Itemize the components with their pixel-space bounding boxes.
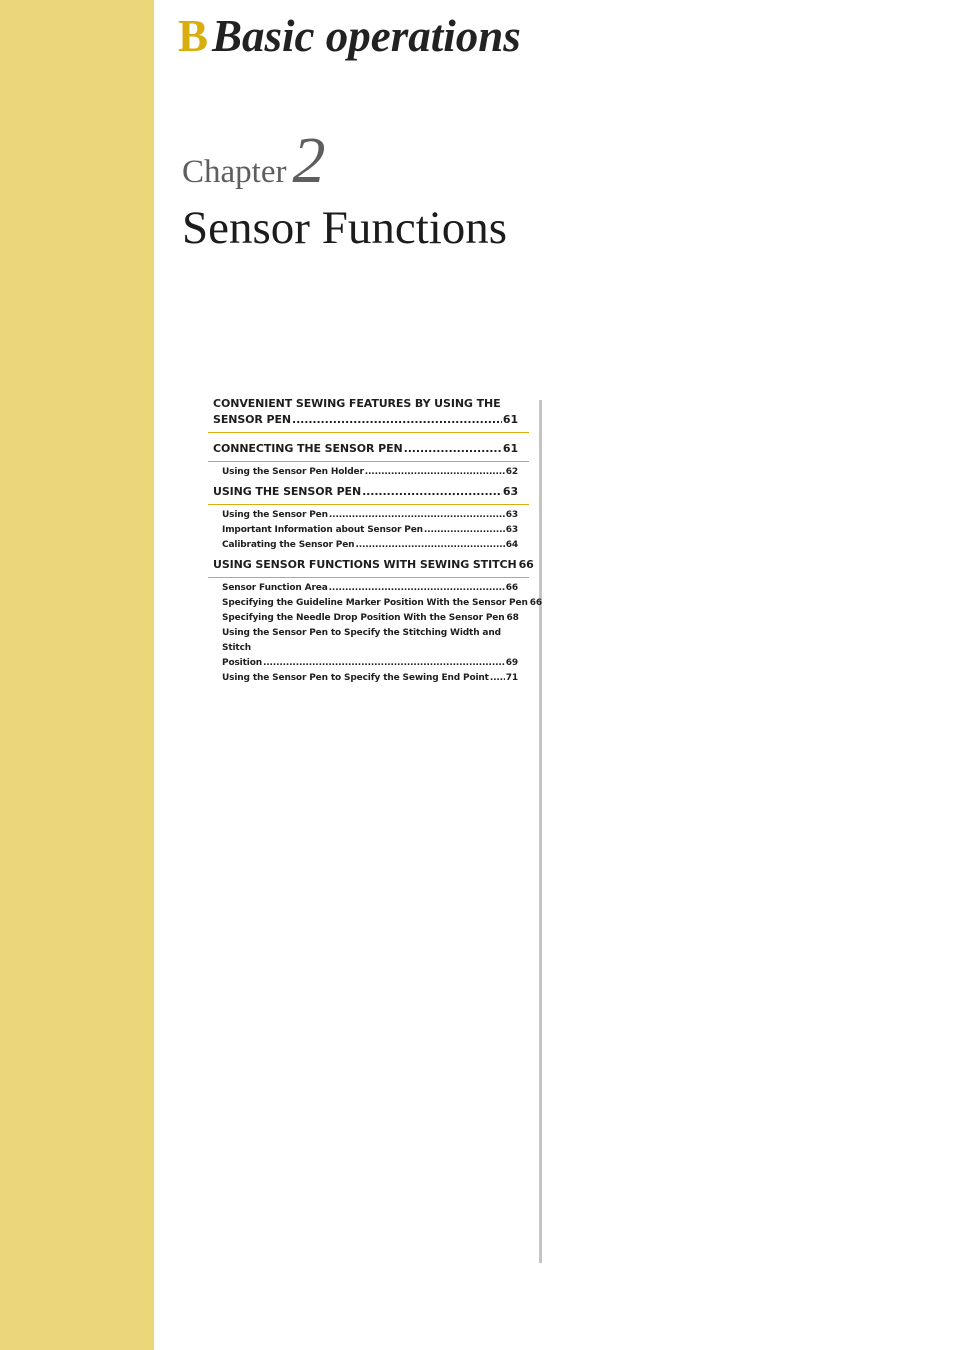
toc-subentry[interactable]: [222, 523, 518, 538]
toc-page-number: 63: [505, 510, 518, 520]
toc-subentry[interactable]: [222, 465, 518, 480]
chapter-label: [182, 126, 325, 196]
section-letter: B: [178, 11, 209, 61]
toc-subentry-title: Sensor Function Area: [222, 583, 328, 593]
toc-page-number: 63: [502, 485, 518, 498]
dot-leader: [292, 412, 502, 428]
vertical-rule: [539, 400, 542, 1263]
section-header: [178, 8, 521, 64]
dot-leader: [329, 581, 505, 596]
toc-page-number: 63: [505, 525, 518, 535]
toc-entry-title-line1: CONVENIENT SEWING FEATURES BY USING THE: [213, 397, 501, 410]
toc-subentry-title-line2: Position: [222, 658, 262, 668]
dot-leader: [404, 441, 502, 457]
toc-subentry[interactable]: [222, 596, 542, 611]
toc-page-number: 61: [502, 413, 518, 426]
toc-entry-title-line2: SENSOR PEN: [213, 413, 291, 426]
dot-leader: [362, 484, 502, 500]
toc-subsection-list: [208, 578, 542, 690]
toc-entry-using-sensor-pen[interactable]: [208, 484, 529, 505]
toc-subentry[interactable]: [222, 611, 518, 626]
dot-leader: [329, 508, 505, 523]
toc-entry-sensor-functions-sewing-stitch[interactable]: [208, 557, 534, 578]
toc-subentry-title: Using the Sensor Pen to Specify the Sewing End Point: [222, 673, 489, 683]
toc-page-number: 69: [505, 658, 518, 668]
toc-subentry-title: Using the Sensor Pen Holder: [222, 467, 364, 477]
chapter-title: Sensor Functions: [182, 202, 508, 254]
toc-page-number: 66: [505, 583, 518, 593]
toc-entry-title: USING SENSOR FUNCTIONS WITH SEWING STITCH: [213, 558, 517, 571]
dot-leader: [490, 671, 505, 686]
toc-page-number: 64: [505, 540, 518, 550]
toc-subentry-title: Specifying the Needle Drop Position With the Sensor Pen: [222, 613, 505, 623]
toc-page-number: 68: [506, 613, 519, 623]
side-color-band: [0, 0, 154, 1350]
toc-subentry[interactable]: [222, 671, 518, 686]
toc-page-number: 71: [505, 673, 518, 683]
toc-entry-title: CONNECTING THE SENSOR PEN: [213, 442, 403, 455]
toc-page-number: 61: [502, 442, 518, 455]
chapter-number: 2: [292, 124, 326, 197]
toc-subentry[interactable]: [222, 538, 518, 553]
table-of-contents: [208, 394, 542, 690]
toc-page-number: 66: [529, 598, 542, 608]
toc-subentry-title: Specifying the Guideline Marker Position With the Sensor Pen: [222, 598, 528, 608]
toc-subentry-title: Calibrating the Sensor Pen: [222, 540, 355, 550]
toc-subsection-list: [208, 462, 529, 484]
toc-subsection-list: [208, 505, 529, 557]
toc-subentry-title: Using the Sensor Pen: [222, 510, 328, 520]
toc-entry-title: USING THE SENSOR PEN: [213, 485, 362, 498]
dot-leader: [424, 523, 505, 538]
toc-page-number: 62: [505, 467, 518, 477]
dot-leader: [355, 538, 504, 553]
chapter-word: Chapter: [182, 154, 287, 190]
toc-subentry[interactable]: [222, 581, 518, 596]
toc-subentry-title: Important Information about Sensor Pen: [222, 525, 423, 535]
toc-entry-connecting-sensor-pen[interactable]: [208, 433, 529, 462]
toc-subentry[interactable]: [222, 626, 518, 671]
toc-subentry-title-line1: Using the Sensor Pen to Specify the Stitching Width and Stitch: [222, 628, 501, 653]
dot-leader: [365, 465, 505, 480]
toc-subentry[interactable]: [222, 508, 518, 523]
section-title: Basic operations: [212, 11, 521, 61]
toc-page-number: 66: [518, 558, 534, 571]
dot-leader: [263, 656, 505, 671]
toc-entry-convenient-features[interactable]: [208, 394, 529, 433]
